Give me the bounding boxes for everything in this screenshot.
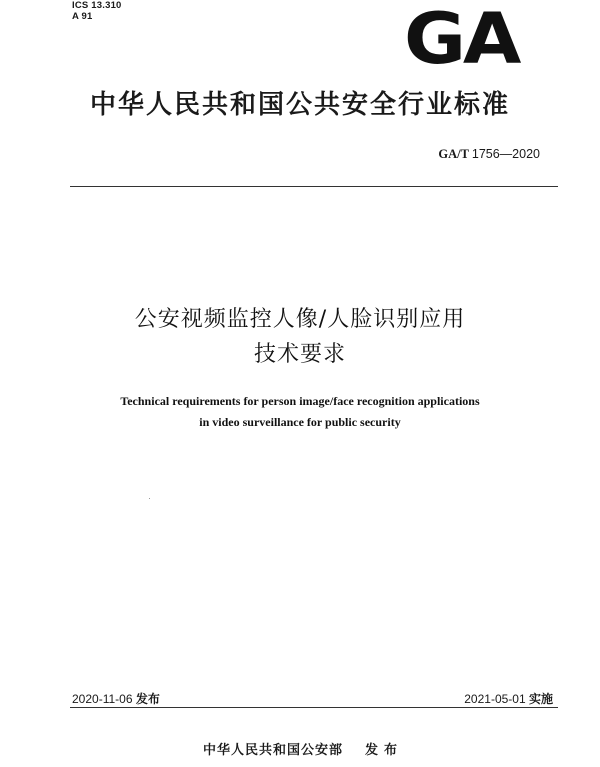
publisher-action: 发布: [365, 743, 404, 758]
implement-date: 2021-05-01: [464, 692, 526, 706]
standard-prefix: GA/T: [438, 147, 469, 161]
standard-number: [438, 147, 540, 162]
issue-label: 发布: [135, 692, 160, 706]
title-en-line2: in video surveillance for public security: [199, 415, 401, 429]
ccs-code: A 91: [72, 11, 93, 22]
top-divider: [70, 186, 558, 187]
bottom-divider: [70, 707, 558, 708]
issue-date: 2020-11-06: [72, 692, 133, 706]
ics-code: ICS 13.310: [72, 0, 122, 11]
title-cn-line1: 公安视频监控人像/人脸识别应用: [134, 307, 466, 332]
standard-code: 1756—2020: [471, 147, 540, 161]
implement-label: 实施: [528, 692, 553, 706]
standard-class-heading: 中华人民共和国公共安全行业标准: [89, 90, 510, 120]
title-cn-line2: 技术要求: [253, 342, 346, 367]
ga-logo: GA: [404, 0, 519, 80]
scan-speck: [149, 498, 150, 499]
implement-date-line: [464, 690, 553, 707]
classification-codes: [72, 0, 122, 22]
publisher-line: [203, 739, 403, 758]
publisher-name: 中华人民共和国公安部: [203, 743, 344, 758]
title-en-line1: Technical requirements for person image/face recognition applications: [120, 394, 480, 408]
issue-date-line: [72, 690, 160, 707]
